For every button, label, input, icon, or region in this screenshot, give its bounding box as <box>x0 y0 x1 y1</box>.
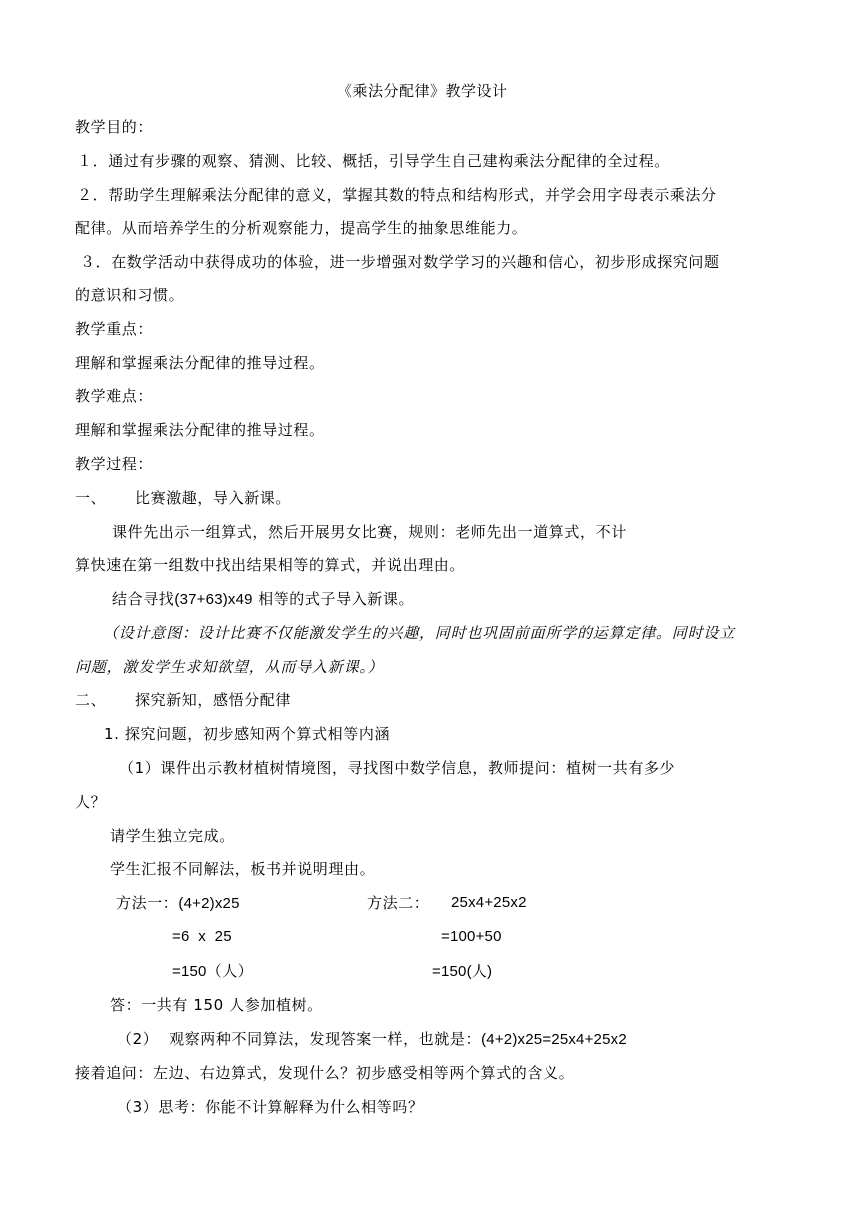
independent-work: 请学生独立完成。 <box>110 827 235 845</box>
objective-item-1: １．通过有步骤的观察、猜测、比较、概括，引导学生自己建构乘法分配律的全过程。 <box>77 152 670 170</box>
method-2-result: =150 <box>432 963 467 980</box>
objective-item-3-line-1: ３．在数学活动中获得成功的体验，进一步增强对数学学习的兴趣和信心，初步形成探究问题 <box>80 253 720 271</box>
step-1-line-2: 人？ <box>75 793 107 811</box>
student-report: 学生汇报不同解法，板书并说明理由。 <box>110 860 376 878</box>
objectives-heading: 教学目的： <box>75 118 154 136</box>
answer-line: 答：一共有 150 人参加植树。 <box>110 996 323 1014</box>
section-1-para-line-1: 课件先出示一组算式，然后开展男女比赛，规则：老师先出一道算式，不计 <box>112 523 627 541</box>
section-1-para-2-prefix: 结合寻找 <box>112 590 175 608</box>
method-2-expression: 25x4+25x2 <box>451 894 527 911</box>
section-1-para-2-suffix: 相等的式子导入新课。 <box>258 590 415 608</box>
objective-item-3-line-2: 的意识和习惯。 <box>75 286 185 304</box>
step-2-text: （2） 观察两种不同算法，发现答案一样，也就是： <box>117 1030 482 1048</box>
method-2-row-2: =100+50 <box>441 928 502 945</box>
difficulty-heading: 教学难点： <box>75 387 154 405</box>
key-point-heading: 教学重点： <box>75 320 154 338</box>
section-1-para-2-expression: (37+63)x49 <box>174 591 253 608</box>
method-1-result: =150 <box>172 963 207 980</box>
process-heading: 教学过程： <box>75 455 154 473</box>
document-title: 《乘法分配律》教学设计 <box>337 82 508 100</box>
design-intent-line-2: 问题，激发学生求知欲望，从而导入新课。） <box>75 658 384 676</box>
difficulty-text: 理解和掌握乘法分配律的推导过程。 <box>75 421 325 439</box>
method-1-row-1 <box>116 892 240 915</box>
section-1-para-line-2: 算快速在第一组数中找出结果相等的算式，并说出理由。 <box>75 556 466 574</box>
section-2-title: 探究新知，感悟分配律 <box>135 691 292 709</box>
objective-item-2-line-2: 配律。从而培养学生的分析观察能力，提高学生的抽象思维能力。 <box>75 219 528 237</box>
method-2-unit: (人) <box>466 963 493 980</box>
step-3: （3）思考：你能不计算解释为什么相等吗？ <box>117 1098 424 1116</box>
step-1-line-1: （1）课件出示教材植树情境图，寻找图中数学信息，教师提问：植树一共有多少 <box>119 759 676 777</box>
followup-question: 接着追问：左边、右边算式，发现什么？初步感受相等两个算式的含义。 <box>75 1064 575 1082</box>
section-2-number: 二、 <box>75 691 107 709</box>
section-2-sub-1: 1. 探究问题，初步感知两个算式相等内涵 <box>104 725 391 743</box>
section-1-para-2 <box>112 588 414 611</box>
method-1-unit: （人） <box>206 962 254 980</box>
section-1-title: 比赛激趣，导入新课。 <box>135 489 292 507</box>
method-2-label: 方法二： <box>367 894 430 912</box>
method-1-row-3 <box>172 960 253 983</box>
step-2 <box>117 1028 627 1051</box>
objective-item-2-line-1: ２．帮助学生理解乘法分配律的意义，掌握其数的特点和结构形式，并学会用字母表示乘法分 <box>77 186 717 204</box>
method-1-row-2: =6 x 25 <box>172 928 232 945</box>
design-intent-line-1: （设计意图：设计比赛不仅能激发学生的兴趣，同时也巩固前面所学的运算定律。同时设立 <box>103 624 736 642</box>
method-1-expression: (4+2)x25 <box>178 895 240 912</box>
method-2-row-3 <box>432 960 492 983</box>
section-1-number: 一、 <box>75 489 107 507</box>
step-2-expression: (4+2)x25=25x4+25x2 <box>481 1031 627 1048</box>
key-point-text: 理解和掌握乘法分配律的推导过程。 <box>75 354 325 372</box>
method-1-label: 方法一： <box>116 894 179 912</box>
